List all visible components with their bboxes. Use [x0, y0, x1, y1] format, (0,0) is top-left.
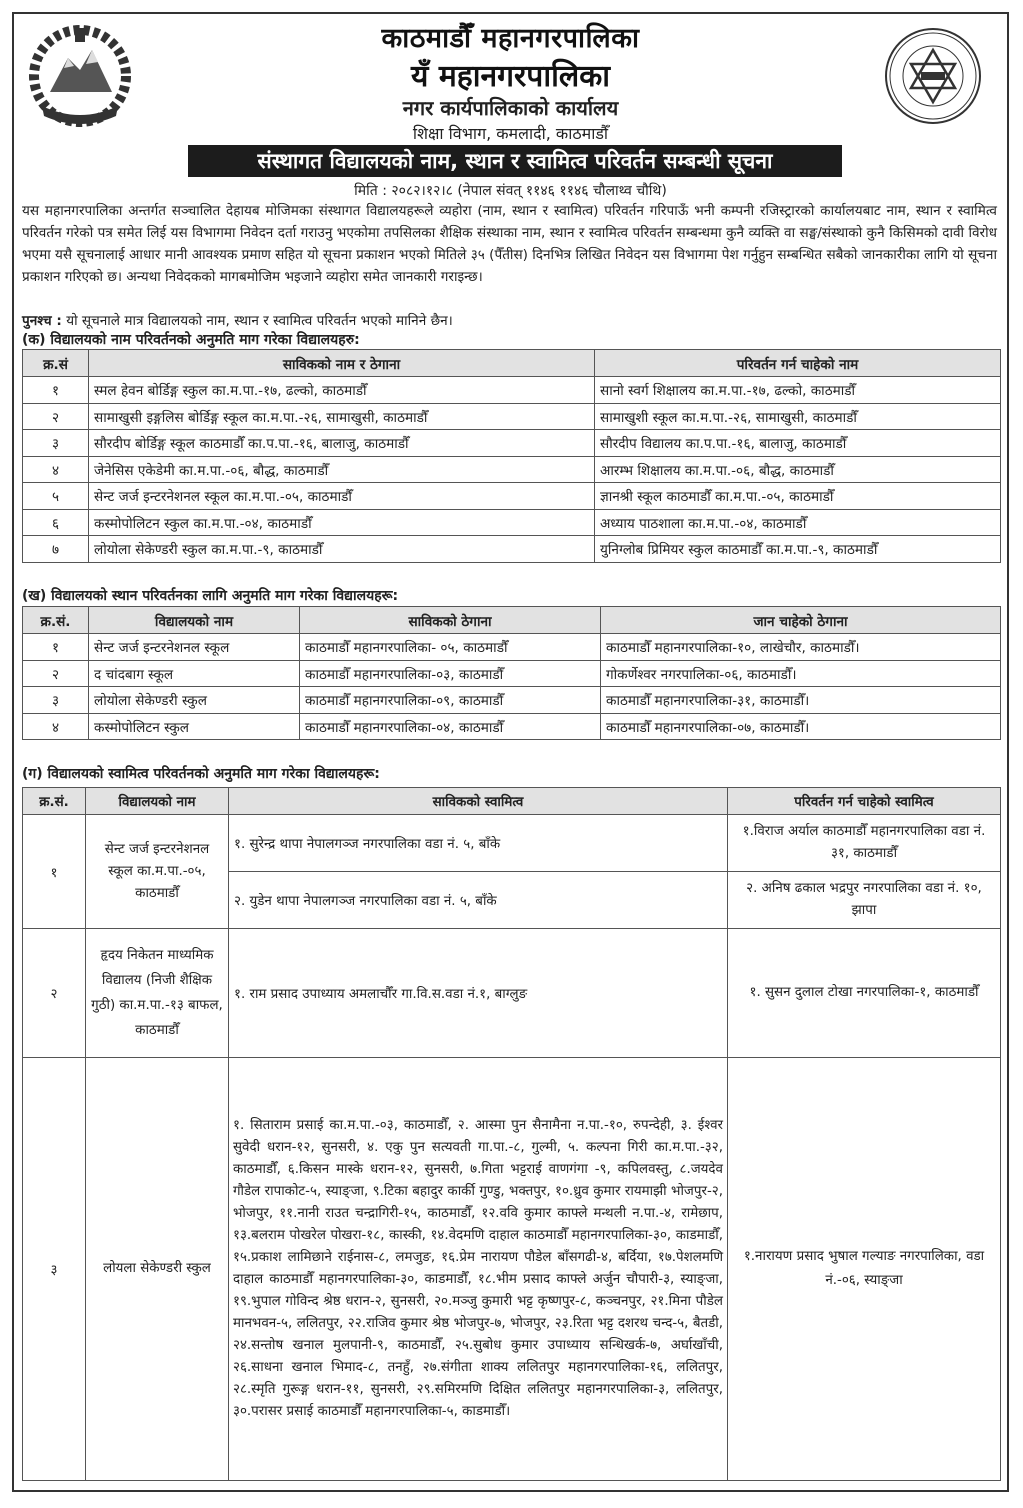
row-sn: २: [23, 929, 86, 1058]
cell-sn: ४: [23, 713, 89, 740]
col-school-name: विद्यालयको नाम: [86, 788, 229, 815]
cell-name: लोयोला सेकेण्डरी स्कुल: [89, 687, 300, 714]
col-old-address: साविकको ठेगाना: [300, 607, 601, 634]
cell-sn: १: [23, 377, 89, 404]
col-sn: क्र.सं.: [23, 788, 86, 815]
cell-sn: ४: [23, 456, 89, 483]
old-owner: १. राम प्रसाद उपाध्याय अमलाचौँर गा.वि.स.वडा नं.१, बाग्लुङ: [229, 929, 728, 1058]
row-sn: १: [23, 815, 86, 929]
cell-old: काठमाडौँ महानगरपालिका-०९, काठमाडौँ: [300, 687, 601, 714]
school-name: हृदय निकेतन माध्यमिक विद्यालय (निजी शैक्षिक गुठी) का.म.पा.-१३ बाफल, काठमाडौँ: [86, 929, 229, 1058]
cell-sn: १: [23, 634, 89, 661]
table-row: [23, 634, 1001, 661]
cell-new: ज्ञानश्री स्कूल काठमाडौँ का.म.पा.-०५, काठमाडौँ: [595, 483, 1001, 510]
department-address: शिक्षा विभाग, कमलादी, काठमाडौँ: [412, 124, 609, 143]
cell-sn: ७: [23, 536, 89, 563]
cell-sn: २: [23, 660, 89, 687]
new-owner: २. अनिष ढकाल भद्रपुर नगरपालिका वडा नं. १०, झापा: [728, 872, 1001, 929]
cell-sn: ३: [23, 687, 89, 714]
table-header-row: [23, 788, 1001, 815]
cell-new: काठमाडौँ महानगरपालिका-०७, काठमाडौँ।: [601, 713, 1001, 740]
cell-old: जेनेसिस एकेडेमी का.म.पा.-०६, बौद्ध, काठमाडौँ: [89, 456, 595, 483]
cell-name: कस्मोपोलिटन स्कुल: [89, 713, 300, 740]
table-row: [23, 660, 1001, 687]
new-owner: १.विराज अर्याल काठमाडौँ महानगरपालिका वडा नं. ३१, काठमाडौँ: [728, 815, 1001, 872]
cell-new: काठमाडौँ महानगरपालिका-३१, काठमाडौँ।: [601, 687, 1001, 714]
col-new-name: परिवर्तन गर्न चाहेको नाम: [595, 350, 1001, 377]
postscript-note: [22, 310, 453, 329]
table-row: [23, 929, 1001, 1058]
new-owner: १.नारायण प्रसाद भुषाल गल्याङ नगरपालिका, वडा नं.-०६, स्याङ्जा: [728, 1058, 1001, 1481]
school-name: लोयला सेकेण्डरी स्कुल: [86, 1058, 229, 1481]
office-name: नगर कार्यपालिकाको कार्यालय: [402, 96, 619, 120]
org-name: काठमाडौँ महानगरपालिका: [381, 23, 640, 54]
section-c-title: (ग) विद्यालयको स्वामित्व परिवर्तनको अनुमति माग गरेका विद्यालयहरू:: [22, 766, 380, 782]
cell-old: काठमाडौँ महानगरपालिका-०४, काठमाडौँ: [300, 713, 601, 740]
cell-new: सानो स्वर्ग शिक्षालय का.म.पा.-१७, ढल्को, काठमाडौँ: [595, 377, 1001, 404]
school-name: सेन्ट जर्ज इन्टरनेशनल स्कूल का.म.पा.-०५, काठमाडौँ: [86, 815, 229, 929]
cell-old: काठमाडौँ महानगरपालिका-०३, काठमाडौँ: [300, 660, 601, 687]
cell-old: कस्मोपोलिटन स्कुल का.म.पा.-०४, काठमाडौँ: [89, 509, 595, 536]
new-owner: १. सुसन दुलाल टोखा नगरपालिका-१, काठमाडौँ: [728, 929, 1001, 1058]
cell-new: सामाखुशी स्कूल का.म.पा.-२६, सामाखुसी, काठमाडौँ: [595, 403, 1001, 430]
table-row: [23, 687, 1001, 714]
cell-old: सौरदीप बोर्डिङ्ग स्कूल काठमाडौँ का.प.पा.-१६, बालाजु, काठमाडौँ: [89, 430, 595, 457]
table-row: [23, 430, 1001, 457]
cell-sn: ६: [23, 509, 89, 536]
postscript-text: यो सूचनाले मात्र विद्यालयको नाम, स्थान र स्वामित्व परिवर्तन भएको मानिने छैन।: [66, 313, 453, 329]
col-old-ownership: साविकको स्वामित्व: [229, 788, 728, 815]
notice-title-banner: संस्थागत विद्यालयको नाम, स्थान र स्वामित्व परिवर्तन सम्बन्धी सूचना: [188, 145, 842, 177]
cell-new: आरम्भ शिक्षालय का.म.पा.-०६, बौद्ध, काठमाडौँ: [595, 456, 1001, 483]
table-row: [23, 403, 1001, 430]
cell-new: युनिग्लोब प्रिमियर स्कुल काठमाडौँ का.म.पा.-९, काठमाडौँ: [595, 536, 1001, 563]
notice-frame: [12, 12, 1009, 1492]
table-header-row: [23, 350, 1001, 377]
col-sn: क्र.सं.: [23, 607, 89, 634]
table-row: [23, 377, 1001, 404]
cell-old: स्मल हेवन बोर्डिङ्ग स्कुल का.म.पा.-१७, ढल्को, काठमाडौँ: [89, 377, 595, 404]
location-change-table: [22, 606, 1001, 740]
name-change-table: [22, 349, 1001, 563]
col-sn: क्र.सं: [23, 350, 89, 377]
org-name-newari: यँ महानगरपालिका: [410, 59, 611, 94]
notice-date: मिति : २०८२।१२।८ (नेपाल संवत् ११४६ ११४६ चौलाथ्व चौथि): [354, 183, 667, 199]
old-owner: २. युडेन थापा नेपालगञ्ज नगरपालिका वडा नं. ५, बाँके: [229, 872, 728, 929]
row-sn: ३: [23, 1058, 86, 1481]
cell-new: काठमाडौँ महानगरपालिका-१०, लाखेचौर, काठमाडौँ।: [601, 634, 1001, 661]
table-header-row: [23, 607, 1001, 634]
cell-sn: ३: [23, 430, 89, 457]
cell-name: सेन्ट जर्ज इन्टरनेशनल स्कूल: [89, 634, 300, 661]
cell-new: सौरदीप विद्यालय का.प.पा.-१६, बालाजु, काठमाडौँ: [595, 430, 1001, 457]
col-school-name: विद्यालयको नाम: [89, 607, 300, 634]
cell-name: द चांदबाग स्कूल: [89, 660, 300, 687]
table-row: [23, 815, 1001, 872]
table-row: [23, 713, 1001, 740]
notice-header: [14, 14, 1007, 199]
cell-new: अध्याय पाठशाला का.म.पा.-०४, काठमाडौँ: [595, 509, 1001, 536]
table-row: [23, 509, 1001, 536]
cell-old: काठमाडौँ महानगरपालिका- ०५, काठमाडौँ: [300, 634, 601, 661]
section-a-title: (क) विद्यालयको नाम परिवर्तनको अनुमति माग गरेका विद्यालयहरु:: [22, 332, 360, 348]
cell-sn: ५: [23, 483, 89, 510]
table-row: [23, 1058, 1001, 1481]
postscript-label: पुनश्च :: [22, 313, 62, 329]
table-row: [23, 536, 1001, 563]
table-row: [23, 483, 1001, 510]
old-owner: १. सुरेन्द्र थापा नेपालगञ्ज नगरपालिका वडा नं. ५, बाँके: [229, 815, 728, 872]
col-old-name-address: साविकको नाम र ठेगाना: [89, 350, 595, 377]
col-new-address: जान चाहेको ठेगाना: [601, 607, 1001, 634]
old-owners-list: १. सिताराम प्रसाई का.म.पा.-०३, काठमाडौँ, २. आस्मा पुन सैनामैना न.पा.-१०, रुपन्देही, ३. ईश्वर सुवेदी धरान-१२, सुनसरी, ४. एकु पुन सत्यवती गा.पा.-८, गुल्मी, ५. कल्पना गिरी का.म.पा.-३२, काठमाडौँ, ६.किसन मास्के धरान-१२, सुनसरी, ७.गिता भट्टराई वाणगंगा -९, कपिलवस्तु, ८.जयदेव गौडेल रापाकोट-५, स्याङ्जा, ९.टिका बहादुर कार्की गुण्डु, भक्तपुर, १०.ध्रुव कुमार रायमाझी भोजपुर-२, भोजपुर, ११.नानी राउत चन्द्रागिरी-१५, काठमाडौँ, १२.ववि कुमार काफ्ले मन्थली न.पा.-४, रामेछाप, १३.बलराम पोखरेल पोखरा-१८, कास्की, १४.वेदमणि दाहाल काठमाडौँ महानगरपालिका-३०, काडमाडौँ, १५.प्रकाश लामिछाने राईनास-८, लमजुङ, १६.प्रेम नारायण पौडेल बाँसगढी-४, बर्दिया, १७.पेशलमणि दाहाल काठमाडौँ महानगरपालिका-३०, काडमाडौँ, १८.भीम प्रसाद काफ्ले अर्जुन चौपारी-३, स्याङ्जा, १९.भुपाल गोविन्द श्रेष्ठ धरान-२, सुनसरी, २०.मञ्जु कुमारी भट्ट कृष्णपुर-८, कञ्चनपुर, २१.मिना पौडेल मानभवन-५, ललितपुर, २२.राजिव कुमार श्रेष्ठ भोजपुर-७, भोजपुर, २३.रिता भट्ट दशरथ चन्द-५, बैतडी, २४.सन्तोष खनाल मुलपानी-९, काठमाडौँ, २५.सुबोध कुमार उपाध्याय सन्धिखर्क-७, अर्घाखाँची, २६.साधना खनाल भिमाद-८, तनहुँ, २७.संगीता शाक्य ललितपुर महानगरपालिका-१६, ललितपुर, २८.स्मृति गुरूङ्ग धरान-११, सुनसरी, २९.समिरमणि दिक्षित ललितपुर महानगरपालिका-३, ललितपुर, ३०.परासर प्रसाई काठमाडौँ महानगरपालिका-५, काडमाडौँ।: [229, 1058, 728, 1481]
intro-paragraph: यस महानगरपालिका अन्तर्गत सञ्चालित देहायब मोजिमका संस्थागत विद्यालयहरूले व्यहोरा (नाम, स्थान र स्वामित्व) परिवर्तन गरिपाऊँ भनी कम्पनी रजिस्ट्रारको कार्यालयबाट नाम, स्थान र स्वामित्व परिवर्तन गरेको पत्र समेत लिई यस विभागमा निवेदन दर्ता गराउनु भएकोमा तपसिलका शैक्षिक संस्थाका नाम, स्थान र स्वामित्व परिवर्तन सम्बन्धमा कुनै व्यक्ति वा सङ्घ/संस्थाको कुनै किसिमको दावी विरोध भएमा यसै सूचनालाई आधार मानी आवश्यक प्रमाण सहित यो सूचना प्रकाशन भएको मितिले ३५ (पैँतीस) दिनभित्र लिखित निवेदन यस विभागमा पेश गर्नुहुन सम्बन्धित सबैको जानकारीका लागि यो सूचना प्रकाशन गरिएको छ। अन्यथा निवेदकको मागबमोजिम भइजाने व्यहोरा समेत जानकारी गराइन्छ।: [22, 203, 997, 285]
cell-old: लोयोला सेकेण्डरी स्कुल का.म.पा.-९, काठमाडौँ: [89, 536, 595, 563]
cell-old: सामाखुसी इङ्गलिस बोर्डिङ्ग स्कूल का.म.पा.-२६, सामाखुसी, काठमाडौँ: [89, 403, 595, 430]
section-b-title: (ख) विद्यालयको स्थान परिवर्तनका लागि अनुमति माग गरेका विद्यालयहरू:: [22, 588, 399, 604]
ownership-change-table: [22, 787, 1001, 1481]
col-new-ownership: परिवर्तन गर्न चाहेको स्वामित्व: [728, 788, 1001, 815]
cell-new: गोकर्णेश्वर नगरपालिका-०६, काठमाडौँ।: [601, 660, 1001, 687]
kathmandu-metropolitan-city-seal-icon: [883, 26, 983, 126]
table-row: [23, 456, 1001, 483]
cell-sn: २: [23, 403, 89, 430]
cell-old: सेन्ट जर्ज इन्टरनेशनल स्कूल का.म.पा.-०५, काठमाडौँ: [89, 483, 595, 510]
